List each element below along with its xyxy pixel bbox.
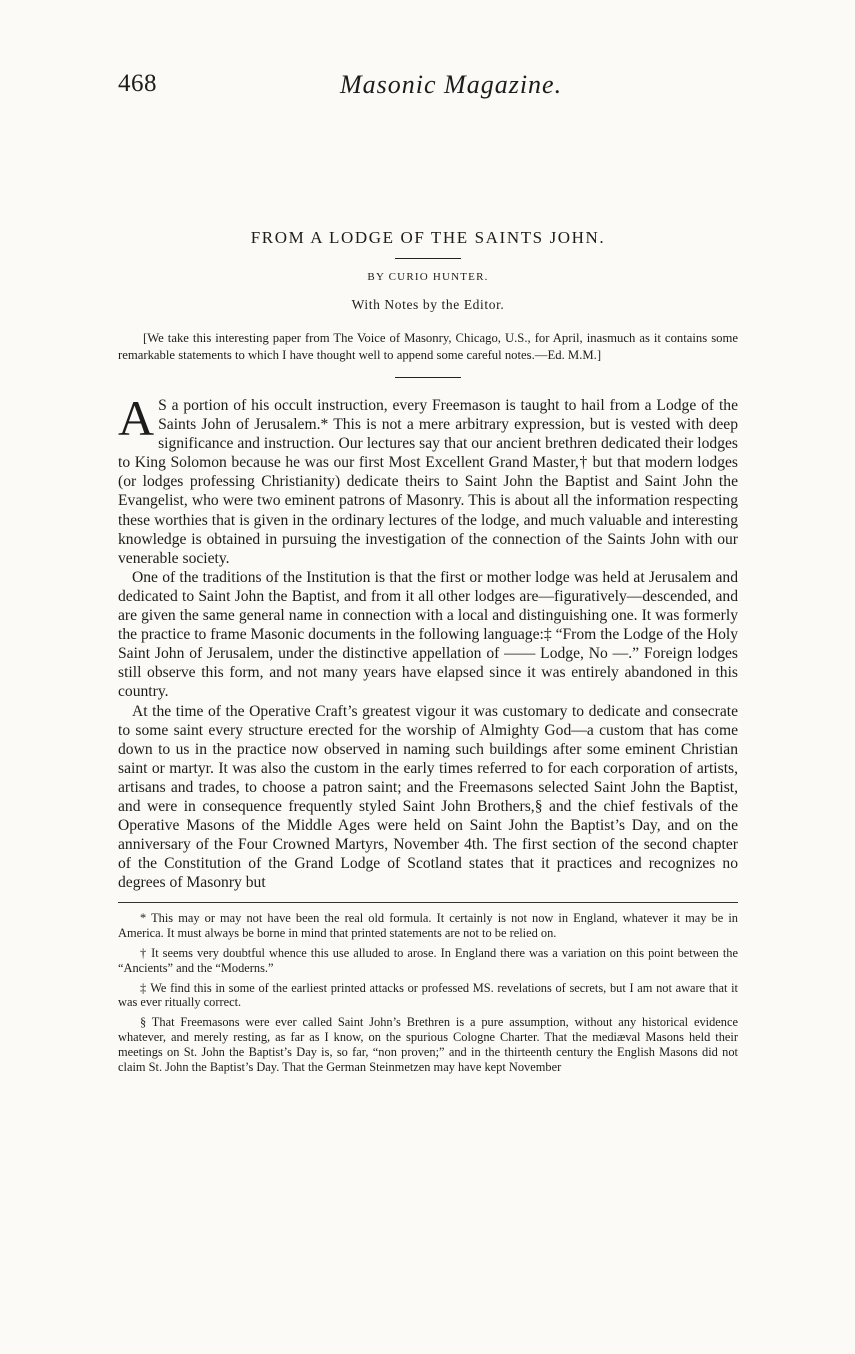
article-title: FROM A LODGE OF THE SAINTS JOHN. [250, 228, 606, 247]
page [118, 70, 738, 1079]
paragraph-3: At the time of the Operative Craft’s greatest vigour it was customary to dedicate and consecrate to some saint every structure erected for the worship of Almighty God—a custom that has come down to us in the practice now observed in naming such buildings after some eminent Christian saint or martyr. It was also the custom in the early times referred to for each corporation of artists, artisans and trades, to choose a patron saint; and the Freemasons selected Saint John the Baptist, and were in consequence frequently styled Saint John Brothers,§ and the chief festivals of the Operative Masons of the Middle Ages were held on Saint John the Baptist’s Day, and on the anniversary of the Four Crowned Martyrs, November 4th. The first section of the second chapter of the Constitution of the Grand Lodge of Scotland states that it practices and recognizes no degrees of Masonry but [118, 702, 738, 892]
byline: BY CURIO HUNTER. [367, 271, 489, 283]
paragraph-1-text: S a portion of his occult instruction, every Freemason is taught to hail from a Lodge of the Saints John of Jerusalem.* This is not a mere arbitrary expression, but is vested with deep significance and instruction. Our lectures say that our ancient brethren dedicated their lodges to King Solomon because he was our first Most Excellent Grand Master,† but that modern lodges (or lodges professing Christianity) dedicate theirs to Saint John the Baptist and Saint John the Evangelist, who were two eminent patrons of Masonry. This is about all the information respecting these worthies that is given in the ordinary lectures of the lodge, and much valuable and interesting knowledge is obtained in pursuing the investigation of the connection of the Saints John with our venerable society. [118, 397, 738, 567]
intro-divider [395, 377, 461, 378]
page-number: 468 [118, 70, 157, 97]
footnote-4: § That Freemasons were ever called Saint John’s Brethren is a pure assumption, without any historical evidence whatever, and merely resting, as far as I know, on the spurious Cologne Charter. That the mediæval Masons held their meetings on St. John the Baptist’s Day is, so far, “non proven;” and in the thirteenth century the English Masons did not claim St. John the Baptist’s Day. That the German Steinmetzen may have kept November [118, 1015, 738, 1074]
article-body [118, 390, 738, 892]
footnote-3: ‡ We find this in some of the earliest printed attacks or professed MS. revelations of secrets, but I am not aware that it was ever ritually correct. [118, 980, 738, 1010]
notes-line: With Notes by the Editor. [351, 297, 505, 312]
paragraph-2: One of the traditions of the Institution is that the first or mother lodge was held at Jerusalem and dedicated to Saint John the Baptist, and from it all other lodges are—figuratively—descended, and are given the same general name in connection with a local and distinguishing one. It was formerly the practice to frame Masonic documents in the following language:‡ “From the Lodge of the Holy Saint John of Jerusalem, under the distinctive appellation of —— Lodge, No —.” Foreign lodges still observe this form, and not many years have elapsed since it was entirely abandoned in this country. [118, 568, 738, 701]
footnote-2: † It seems very doubtful whence this use alluded to arose. In England there was a variation on this point between the “Ancients” and the “Moderns.” [118, 946, 738, 975]
editor-intro: [We take this interesting paper from The Voice of Masonry, Chicago, U.S., for April, inasmuch as it contains some remarkable statements to which I have thought well to append some careful notes.—Ed. M.M.] [118, 331, 738, 362]
footnote-divider [118, 902, 738, 903]
footnotes [118, 911, 738, 1074]
running-head [118, 70, 738, 110]
paragraph-1 [118, 390, 738, 568]
drop-cap: A [118, 390, 155, 446]
title-divider [395, 258, 461, 259]
footnote-1: * This may or may not have been the real old formula. It certainly is not now in England, whatever it may be in America. It must always be borne in mind that printed statements are not to be relied on. [118, 911, 738, 941]
magazine-title: Masonic Magazine. [340, 70, 563, 99]
